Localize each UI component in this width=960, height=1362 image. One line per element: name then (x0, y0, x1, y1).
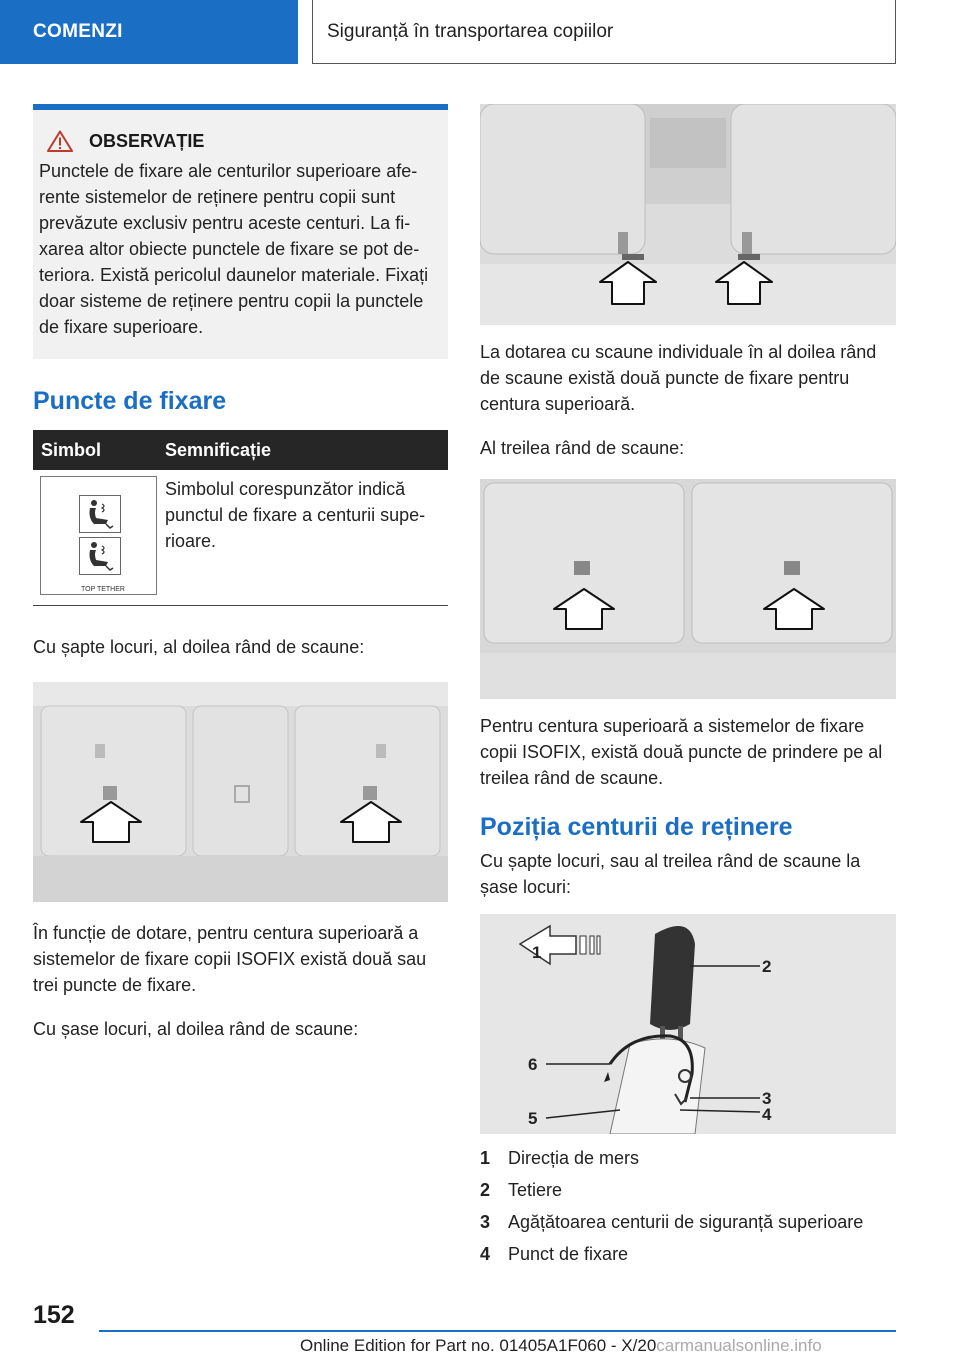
legend-text: Punct de fixare (508, 1244, 629, 1264)
meaning-cell: Simbolul corespunzător indică punctul de fixare a centurii superioare. (165, 479, 426, 551)
list-item (480, 1142, 896, 1174)
warning-title-text: OBSERVAȚIE (89, 130, 205, 151)
belt-position-heading: Poziția centurii de reținere (480, 813, 793, 841)
headrest-diagram (480, 914, 896, 1134)
belt-position-text: Cu șapte locuri, sau al treilea rând de scaune la șase locuri: (480, 851, 861, 897)
anchors-heading: Puncte de fixare (33, 387, 227, 415)
diagram-label-1: 1 (532, 943, 542, 962)
individual-seats-text: La dotarea cu scaune individuale în al doilea rând de scaune există două puncte de fixare pentru centura superioară. (480, 342, 877, 414)
footer-divider (99, 1330, 896, 1332)
legend-num: 3 (480, 1212, 491, 1232)
photo-seven-seat-second-row (33, 682, 448, 902)
diagram-label-3: 3 (762, 1089, 772, 1108)
page-number: 152 (33, 1301, 75, 1329)
legend-list (480, 1142, 896, 1270)
page-title: Siguranță în transportarea copiilor (312, 0, 896, 64)
third-row-caption: Al treilea rând de scaune: (480, 438, 685, 458)
legend-text: Direcția de mers (508, 1148, 640, 1168)
diagram-label-2: 2 (762, 957, 772, 976)
list-item (480, 1174, 896, 1206)
legend-text: Tetiere (508, 1180, 563, 1200)
child-seat-anchor-icon (79, 495, 121, 533)
isofix-text: În funcție de dotare, pentru centura superioară a sistemelor de fixare copii ISOFIX există două sau trei puncte de fixare. (33, 923, 427, 995)
left-column (33, 104, 448, 1042)
col-meaning: Semnificație (157, 430, 448, 470)
diagram-label-5: 5 (528, 1109, 538, 1128)
warning-title (39, 130, 440, 152)
section-tab[interactable]: COMENZI (0, 0, 298, 64)
warning-box (33, 104, 448, 359)
legend-text: Agățătoarea centurii de siguranță superioare (508, 1212, 864, 1232)
tether-label: TOP TETHER (81, 586, 125, 593)
legend-num: 4 (480, 1244, 491, 1264)
six-seat-caption: Cu șase locuri, al doilea rând de scaune: (33, 1019, 359, 1039)
legend-num: 1 (480, 1148, 491, 1168)
diagram-label-6: 6 (528, 1055, 538, 1074)
list-item (480, 1206, 896, 1238)
warning-icon (47, 130, 73, 152)
top-tether-icon (79, 537, 121, 575)
diagram-label-4: 4 (762, 1105, 772, 1124)
photo-six-seat-second-row (480, 104, 896, 325)
watermark: carmanualsonline.info (656, 1336, 822, 1355)
table-row (33, 470, 448, 605)
col-symbol: Simbol (33, 430, 157, 470)
legend-num: 2 (480, 1180, 491, 1200)
third-row-text: Pentru centura superioară a sistemelor de fixare copii ISOFIX, există două puncte de prindere pe al treilea rând de scaune. (480, 716, 883, 788)
table-divider (33, 605, 448, 606)
right-column (480, 104, 896, 1270)
symbol-table (33, 430, 448, 605)
photo-third-row (480, 479, 896, 699)
symbol-cell (33, 470, 157, 605)
table-header-row (33, 430, 448, 470)
footer-edition (300, 1336, 822, 1356)
seven-seat-caption: Cu șapte locuri, al doilea rând de scaune: (33, 637, 365, 657)
list-item (480, 1238, 896, 1270)
symbol-frame (40, 476, 157, 595)
edition-text: Online Edition for Part no. 01405A1F060 - X/20 (300, 1336, 657, 1355)
warning-text: Punctele de fixare ale centurilor superioare aferente sistemelor de reținere pentru copii sunt prevăzute exclusiv pentru aceste centuri. La fixarea altor obiecte punctele de fixare se pot deteriora. Există pericolul daunelor materiale. Fixați doar sisteme de reținere pentru copii la punctele de fixare superioare. (39, 161, 429, 337)
